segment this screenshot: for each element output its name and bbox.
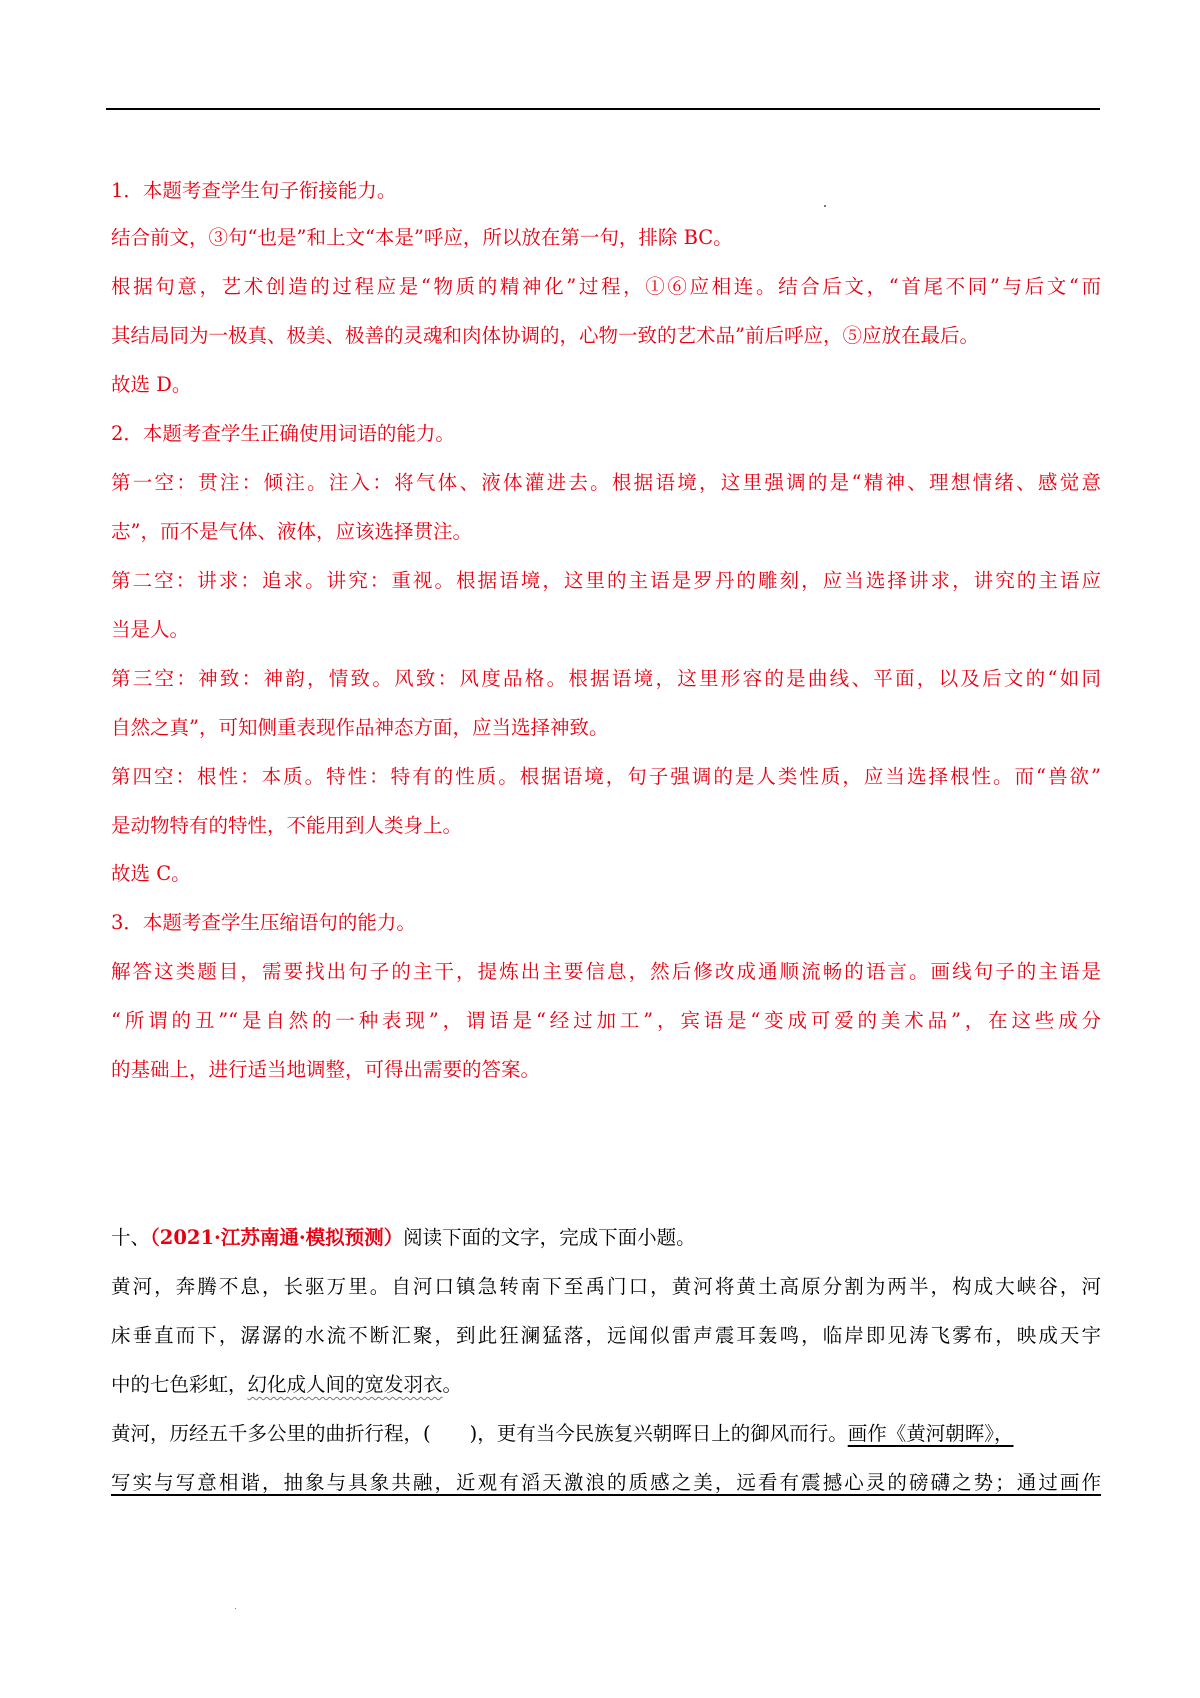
q2-line: 第二空：讲求：追求。讲究：重视。根据语境，这里的主语是罗丹的雕刻，应当选择讲求，讲究的主语应 — [111, 569, 1101, 592]
q2-line: 是动物特有的特性，不能用到人类身上。 — [111, 814, 463, 837]
q1-line: 其结局同为一极真、极美、极善的灵魂和肉体协调的，心物一致的艺术品”前后呼应，⑤应放在最后。 — [111, 324, 979, 347]
q2-line: 自然之真”，可知侧重表现作品神态方面，应当选择神致。 — [111, 716, 609, 739]
q2-line: 第一空：贯注：倾注。注入：将气体、液体灌进去。根据语境，这里强调的是“精神、理想情绪、感觉意 — [111, 471, 1101, 494]
passage-line: 黄河，奔腾不息，长驱万里。自河口镇急转南下至禹门口，黄河将黄土高原分割为两半，构成大峡谷，河 — [111, 1275, 1101, 1298]
passage-text: 中的七色彩虹， — [111, 1373, 248, 1396]
scan-speck — [235, 1608, 236, 1609]
passage-line — [111, 1422, 1013, 1446]
q1-line: 结合前文，③句“也是”和上文“本是”呼应，所以放在第一句，排除 BC。 — [111, 226, 733, 249]
q1-title: 1．本题考查学生句子衔接能力。 — [111, 179, 397, 202]
section-ten-heading — [111, 1226, 696, 1250]
passage-text: 黄河，历经五千多公里的曲折行程，( )，更有当今民族复兴朝晖日上的御风而行。 — [111, 1422, 848, 1445]
q2-line: 当是人。 — [111, 618, 190, 641]
q1-answer: 故选 D。 — [111, 373, 192, 396]
passage-line: 床垂直而下，潺潺的水流不断汇聚，到此狂澜猛落，远闻似雷声震耳轰鸣，临岸即见涛飞雾布，映成天宇 — [111, 1324, 1101, 1347]
section-number: 十、 — [111, 1226, 151, 1249]
underlined-sentence: 画作《黄河朝晖》， — [847, 1422, 1014, 1445]
passage-text: 。 — [442, 1373, 463, 1396]
q2-line: 第四空：根性：本质。特性：特有的性质。根据语境，句子强调的是人类性质，应当选择根性。而“兽欲” — [111, 765, 1101, 788]
q3-line: 解答这类题目，需要找出句子的主干，提炼出主要信息，然后修改成通顺流畅的语言。画线句子的主语是 — [111, 960, 1101, 983]
passage-line: 写实与写意相谐，抽象与具象共融，近观有滔天激浪的质感之美，远看有震撼心灵的磅礴之势；通过画作 — [111, 1471, 1101, 1494]
q2-line: 志”，而不是气体、液体，应该选择贯注。 — [111, 520, 472, 543]
q3-line: 的基础上，进行适当地调整，可得出需要的答案。 — [111, 1058, 541, 1081]
q2-title: 2．本题考查学生正确使用词语的能力。 — [111, 422, 455, 445]
q2-answer: 故选 C。 — [111, 862, 191, 885]
q1-line: 根据句意，艺术创造的过程应是“物质的精神化”过程，①⑥应相连。结合后文，“首尾不同”与后文“而 — [111, 275, 1101, 298]
q3-line: “所谓的丑”“是自然的一种表现”，谓语是“经过加工”，宾语是“变成可爱的美术品”，在这些成分 — [111, 1009, 1101, 1032]
header-rule — [106, 108, 1100, 110]
wavy-underlined-phrase: 幻化成人间的宽发羽衣 — [247, 1373, 443, 1396]
scan-speck — [824, 205, 826, 207]
source-tag: （2021·江苏南通·模拟预测） — [150, 1226, 404, 1249]
passage-line — [111, 1373, 462, 1397]
q3-title: 3．本题考查学生压缩语句的能力。 — [111, 911, 416, 934]
q2-line: 第三空：神致：神韵，情致。风致：风度品格。根据语境，这里形容的是曲线、平面，以及后文的“如同 — [111, 667, 1101, 690]
instruction: 阅读下面的文字，完成下面小题。 — [403, 1226, 696, 1249]
